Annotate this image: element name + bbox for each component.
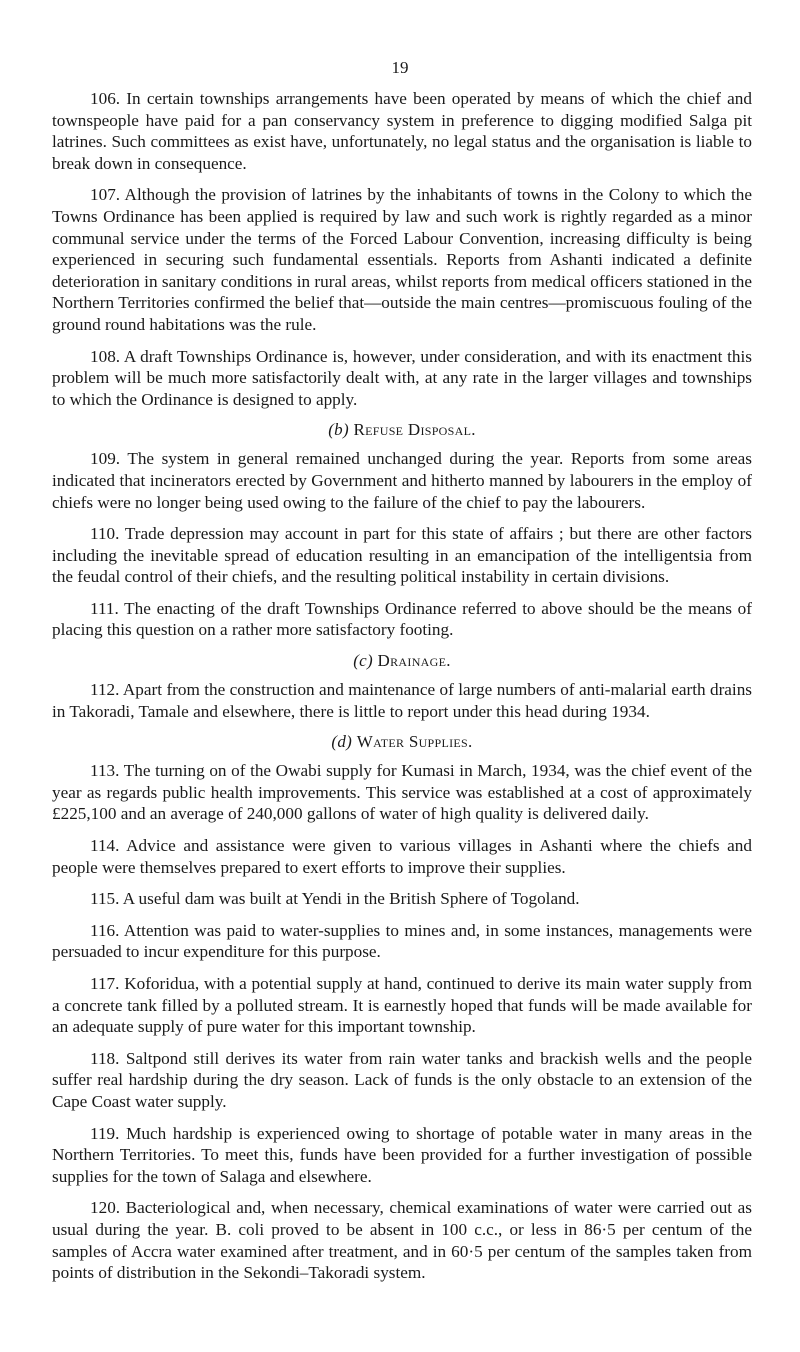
section-title: Water Supplies. bbox=[356, 732, 473, 752]
paragraph-116: 116. Attention was paid to water-supplies to mines and, in some instances, managements were persuaded to incur expenditure for this purpose. bbox=[52, 920, 752, 962]
paragraph-110: 110. Trade depression may account in part for this state of affairs ; but there are other factors including the inevitable spread of education resulting in an emancipation of the intelligentsia from the feudal control of their chiefs, and the resulting political instability in certain divisions. bbox=[52, 524, 752, 587]
paragraph-119: 119. Much hardship is experienced owing to shortage of potable water in many areas in the Northern Territories. To meet this, funds have been provided for a further investigation of possible supplies for the town of Salaga and elsewhere. bbox=[52, 1123, 752, 1186]
section-letter: (d) bbox=[331, 732, 353, 752]
section-heading-drainage bbox=[52, 651, 752, 671]
paragraph-118: 118. Saltpond still derives its water from rain water tanks and brackish wells and the people suffer real hardship during the dry season. Lack of funds is the only obstacle to an extension of the Cape Coast water supply. bbox=[52, 1048, 752, 1111]
paragraph-112: 112. Apart from the construction and maintenance of large numbers of anti-malarial earth drains in Takoradi, Tamale and elsewhere, there is little to report under this head during 1934. bbox=[52, 680, 752, 721]
section-letter: (c) bbox=[353, 651, 373, 671]
page-number: 19 bbox=[391, 58, 409, 77]
section-heading-water-supplies bbox=[52, 732, 752, 752]
section-heading-refuse-disposal bbox=[52, 420, 752, 440]
paragraph-111: 111. The enacting of the draft Townships Ordinance referred to above should be the means of placing this question on a rather more satisfactory footing. bbox=[52, 598, 752, 640]
section-title: Refuse Disposal. bbox=[353, 420, 476, 440]
document-body bbox=[52, 88, 752, 1294]
paragraph-106: 106. In certain townships arrangements have been operated by means of which the chief and townspeople have paid for a pan conservancy system in preference to digging modified Salga pit latrines. Such committees as exist have, unfortunately, no legal status and the organisation is liable to break down in consequence. bbox=[52, 89, 752, 173]
paragraph-115: 115. A useful dam was built at Yendi in the British Sphere of Togoland. bbox=[90, 889, 580, 909]
paragraph-114: 114. Advice and assistance were given to various villages in Ashanti where the chiefs and people were themselves prepared to exert efforts to improve their supplies. bbox=[52, 836, 752, 877]
paragraph-107: 107. Although the provision of latrines by the inhabitants of towns in the Colony to which the Towns Ordinance has been applied is required by law and such work is rightly regarded as a minor communal service under the terms of the Forced Labour Convention, increasing difficulty is being experienced in securing such fundamental essentials. Reports from Ashanti indicated a definite deterioration in sanitary conditions in rural areas, whilst reports from medical officers stationed in the Northern Territories confirmed the belief that—outside the main centres—promiscuous fouling of the ground round habitations was the rule. bbox=[52, 185, 752, 334]
paragraph-109: 109. The system in general remained unchanged during the year. Reports from some areas indicated that incinerators erected by Government and hitherto manned by labourers in the employ of chiefs were no longer being used owing to the failure of the chief to pay the labourers. bbox=[52, 449, 752, 512]
paragraph-113: 113. The turning on of the Owabi supply for Kumasi in March, 1934, was the chief event of the year as regards public health improvements. This service was established at a cost of approximately £225,100 and an average of 240,000 gallons of water of high quality is delivered daily. bbox=[52, 761, 752, 824]
section-letter: (b) bbox=[328, 420, 349, 440]
paragraph-117: 117. Koforidua, with a potential supply at hand, continued to derive its main water supply from a concrete tank filled by a polluted stream. It is earnestly hoped that funds will be made available for an adequate supply of pure water for this important township. bbox=[52, 974, 752, 1037]
paragraph-108: 108. A draft Townships Ordinance is, however, under consideration, and with its enactment this problem will be much more satisfactorily dealt with, at any rate in the larger villages and townships to which the Ordinance is designed to apply. bbox=[52, 346, 752, 409]
paragraph-120: 120. Bacteriological and, when necessary, chemical examinations of water were carried out as usual during the year. B. coli proved to be absent in 100 c.c., or less in 86·5 per centum of the samples of Accra water examined after treatment, and in 60·5 per centum of the samples taken from points of distribution in the Sekondi–Takoradi system. bbox=[52, 1198, 752, 1283]
section-title: Drainage. bbox=[377, 651, 451, 671]
